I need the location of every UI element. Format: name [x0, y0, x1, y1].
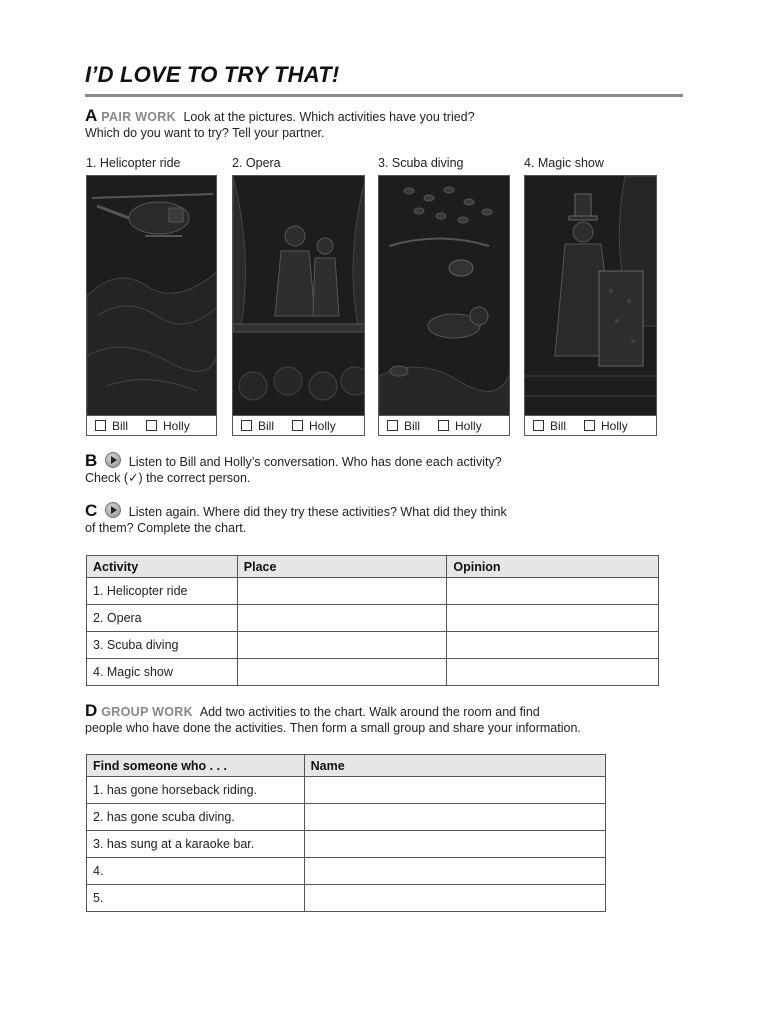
magic-scene-icon — [524, 175, 657, 416]
section-c-line1: Listen again. Where did they try these activities? What did they think — [128, 505, 507, 519]
name-cell[interactable] — [304, 858, 605, 885]
bill-checkbox-4[interactable] — [533, 420, 544, 431]
holly-checkbox-4[interactable] — [584, 420, 595, 431]
picture-caption-2: 2. Opera — [232, 156, 281, 170]
section-a-line2: Which do you want to try? Tell your partner. — [85, 126, 325, 140]
holly-label-2: Holly — [309, 418, 336, 433]
section-d-line1: Add two activities to the chart. Walk around the room and find — [199, 705, 540, 719]
place-cell[interactable] — [237, 605, 447, 632]
prompt-cell: 2. has gone scuba diving. — [87, 804, 305, 831]
activity-chart — [86, 555, 659, 686]
chart-header-name: Name — [304, 755, 605, 777]
picture-caption-3: 3. Scuba diving — [378, 156, 464, 170]
bill-checkbox-2[interactable] — [241, 420, 252, 431]
prompt-cell[interactable]: 4. — [87, 858, 305, 885]
place-cell[interactable] — [237, 578, 447, 605]
table-row — [87, 804, 606, 831]
chart-header-place: Place — [237, 556, 447, 578]
name-cell[interactable] — [304, 777, 605, 804]
opera-scene-icon — [232, 175, 365, 416]
opinion-cell[interactable] — [447, 632, 659, 659]
section-d-instructions — [85, 703, 705, 736]
section-c-instructions — [85, 502, 685, 536]
picture-1-checks — [86, 416, 217, 436]
holly-checkbox-3[interactable] — [438, 420, 449, 431]
table-row — [87, 632, 659, 659]
prompt-cell: 3. has sung at a karaoke bar. — [87, 831, 305, 858]
section-d-letter: D — [85, 701, 98, 720]
holly-checkbox-2[interactable] — [292, 420, 303, 431]
activity-cell: 2. Opera — [87, 605, 238, 632]
picture-2-checks — [232, 416, 365, 436]
activity-cell: 3. Scuba diving — [87, 632, 238, 659]
scuba-scene-icon — [378, 175, 510, 416]
opinion-cell[interactable] — [447, 605, 659, 632]
section-b-instructions — [85, 452, 685, 486]
place-cell[interactable] — [237, 659, 447, 686]
audio-play-icon[interactable] — [105, 502, 121, 518]
section-a-line1: Look at the pictures. Which activities have you tried? — [183, 110, 475, 124]
table-row — [87, 831, 606, 858]
table-row — [87, 885, 606, 912]
bill-label-3: Bill — [404, 418, 421, 433]
prompt-cell[interactable]: 5. — [87, 885, 305, 912]
bill-label-1: Bill — [112, 418, 129, 433]
section-d-tag: GROUP WORK — [101, 705, 193, 719]
helicopter-scene-icon — [86, 175, 217, 416]
bill-checkbox-1[interactable] — [95, 420, 106, 431]
audio-play-icon[interactable] — [105, 452, 121, 468]
activity-cell: 1. Helicopter ride — [87, 578, 238, 605]
bill-label-2: Bill — [258, 418, 275, 433]
section-c-line2: of them? Complete the chart. — [85, 521, 247, 535]
opinion-cell[interactable] — [447, 659, 659, 686]
name-cell[interactable] — [304, 831, 605, 858]
holly-label-3: Holly — [455, 418, 482, 433]
opinion-cell[interactable] — [447, 578, 659, 605]
title-divider — [85, 94, 683, 97]
prompt-cell: 1. has gone horseback riding. — [87, 777, 305, 804]
chart-header-opinion: Opinion — [447, 556, 659, 578]
table-row — [87, 858, 606, 885]
picture-caption-1: 1. Helicopter ride — [86, 156, 181, 170]
picture-3-checks — [378, 416, 510, 436]
picture-4-checks — [524, 416, 657, 436]
bill-label-4: Bill — [550, 418, 567, 433]
section-a-letter: A — [85, 106, 98, 125]
section-b-line2: Check (✓) the correct person. — [85, 471, 251, 485]
section-b-letter: B — [85, 451, 98, 470]
picture-caption-4: 4. Magic show — [524, 156, 604, 170]
table-row — [87, 777, 606, 804]
holly-label-1: Holly — [163, 418, 190, 433]
chart-header-activity: Activity — [87, 556, 238, 578]
table-row — [87, 659, 659, 686]
table-row — [87, 578, 659, 605]
activity-cell: 4. Magic show — [87, 659, 238, 686]
find-someone-chart — [86, 754, 606, 912]
holly-checkbox-1[interactable] — [146, 420, 157, 431]
name-cell[interactable] — [304, 885, 605, 912]
table-row — [87, 605, 659, 632]
section-a-instructions — [85, 108, 685, 141]
page-title: I’D LOVE TO TRY THAT! — [85, 62, 340, 87]
place-cell[interactable] — [237, 632, 447, 659]
section-b-line1: Listen to Bill and Holly’s conversation. Who has done each activity? — [128, 455, 502, 469]
bill-checkbox-3[interactable] — [387, 420, 398, 431]
chart-header-find-someone: Find someone who . . . — [87, 755, 305, 777]
holly-label-4: Holly — [601, 418, 628, 433]
section-c-letter: C — [85, 501, 98, 520]
section-a-tag: PAIR WORK — [101, 110, 176, 124]
section-d-line2: people who have done the activities. Then form a small group and share your information. — [85, 721, 581, 735]
name-cell[interactable] — [304, 804, 605, 831]
